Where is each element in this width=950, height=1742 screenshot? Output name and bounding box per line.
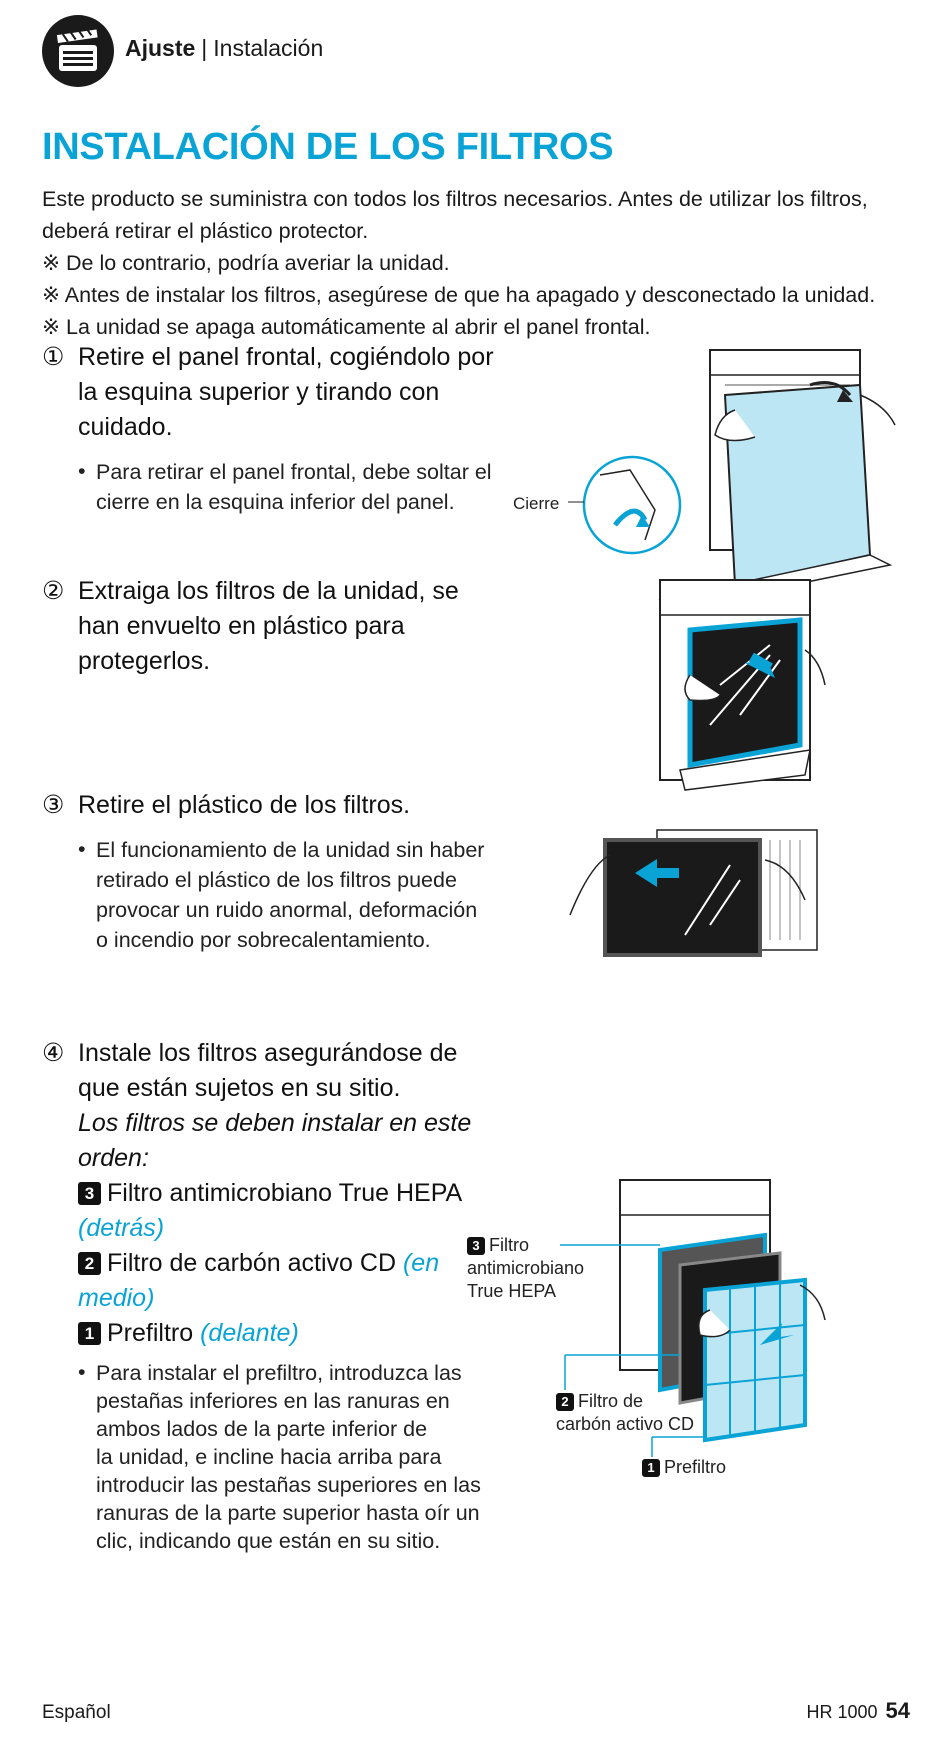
- note-line: ranuras de la parte superior hasta oír un: [96, 1501, 480, 1525]
- note-line: ambos lados de la parte inferior de: [96, 1417, 428, 1441]
- filter-position: (en: [402, 1249, 440, 1277]
- note-line: • El funcionamiento de la unidad sin haber: [96, 838, 485, 862]
- footer-language: Español: [42, 1702, 111, 1723]
- label-line: carbón activo CD: [556, 1414, 695, 1434]
- badge-1: 1: [642, 1459, 660, 1477]
- note-line: cierre en la esquina inferior del panel.: [96, 490, 455, 514]
- illustration-remove-plastic: [565, 825, 830, 965]
- step-3: [42, 788, 562, 955]
- step-1-heading: [78, 340, 562, 445]
- step-number: ①: [42, 343, 65, 371]
- note-line: • Para instalar el prefiltro, introduzca las: [96, 1361, 462, 1385]
- step-4-note: [78, 1359, 482, 1555]
- step-2-heading: [78, 574, 562, 679]
- intro-note: ※ La unidad se apaga automáticamente al abrir el panel frontal.: [42, 315, 651, 339]
- label-hepa-filter: [467, 1234, 584, 1303]
- step-2: [42, 574, 562, 679]
- footer-page-info: [806, 1698, 910, 1724]
- step-line: que están sujetos en su sitio.: [78, 1074, 401, 1102]
- badge-1: 1: [78, 1322, 101, 1345]
- note-line: o incendio por sobrecalentamiento.: [96, 928, 431, 952]
- step-line-italic: orden:: [78, 1144, 149, 1172]
- intro-note: ※ De lo contrario, podría averiar la unidad.: [42, 251, 450, 275]
- label-line: Prefiltro: [664, 1457, 727, 1477]
- filter-name: Prefiltro: [107, 1319, 194, 1347]
- label-line: True HEPA: [467, 1281, 557, 1301]
- note-line: • Para retirar el panel frontal, debe soltar el: [96, 460, 492, 484]
- intro-line: deberá retirar el plástico protector.: [42, 219, 369, 243]
- filter-order-item: [78, 1176, 482, 1211]
- illustration-extract-filters: [650, 575, 850, 805]
- step-4-heading: [78, 1036, 482, 1351]
- label-line: Filtro: [489, 1235, 529, 1255]
- subsection-name: Instalación: [213, 35, 324, 61]
- filter-name: Filtro de carbón activo CD: [107, 1249, 397, 1277]
- step-line: cuidado.: [78, 413, 173, 441]
- filter-position: (delante): [200, 1319, 299, 1347]
- label-line: antimicrobiano: [467, 1258, 585, 1278]
- label-prefilter: [642, 1456, 726, 1479]
- step-line: Retire el plástico de los filtros.: [78, 791, 411, 819]
- label-carbon-filter: [556, 1390, 694, 1436]
- callout-latch: Cierre: [513, 494, 560, 513]
- step-line-italic: Los filtros se deben instalar en este: [78, 1109, 472, 1137]
- step-number: ②: [42, 577, 65, 605]
- step-line: Extraiga los filtros de la unidad, se: [78, 577, 459, 605]
- page-number: 54: [885, 1698, 910, 1723]
- page-title: INSTALACIÓN DE LOS FILTROS: [42, 126, 614, 168]
- intro-note: ※ Antes de instalar los filtros, asegúrese de que ha apagado y desconectado la unidad.: [42, 283, 876, 307]
- filter-position: (detrás): [78, 1214, 165, 1242]
- step-line: han envuelto en plástico para: [78, 612, 405, 640]
- filter-name: Filtro antimicrobiano True HEPA: [107, 1179, 463, 1207]
- note-line: retirado el plástico de los filtros puede: [96, 868, 457, 892]
- step-number: ④: [42, 1039, 65, 1067]
- clapperboard-icon: [42, 15, 114, 87]
- note-line: provocar un ruido anormal, deformación: [96, 898, 478, 922]
- separator: |: [201, 35, 208, 61]
- intro-text: [42, 183, 922, 343]
- step-line: Retire el panel frontal, cogiéndolo por: [78, 343, 494, 371]
- badge-2: 2: [556, 1393, 574, 1411]
- step-4: [42, 1036, 482, 1555]
- note-line: introducir las pestañas superiores en las: [96, 1473, 481, 1497]
- model-name: HR 1000: [806, 1702, 878, 1722]
- note-line: clic, indicando que están en su sitio.: [96, 1529, 441, 1553]
- note-line: pestañas inferiores en las ranuras en: [96, 1389, 450, 1413]
- intro-line: Este producto se suministra con todos los filtros necesarios. Antes de utilizar los filtros,: [42, 187, 868, 211]
- step-number: ③: [42, 791, 65, 819]
- filter-position: medio): [78, 1284, 155, 1312]
- label-line: Filtro de: [578, 1391, 644, 1411]
- filter-order-item: [78, 1246, 482, 1281]
- filter-order-item: [78, 1316, 482, 1351]
- step-1: [42, 340, 562, 517]
- badge-3: 3: [78, 1182, 101, 1205]
- step-line: la esquina superior y tirando con: [78, 378, 440, 406]
- step-line: Instale los filtros asegurándose de: [78, 1039, 458, 1067]
- section-heading: [125, 35, 323, 62]
- step-line: protegerlos.: [78, 647, 211, 675]
- step-3-heading: [78, 788, 562, 823]
- badge-3: 3: [467, 1237, 485, 1255]
- badge-2: 2: [78, 1252, 101, 1275]
- note-line: la unidad, e incline hacia arriba para: [96, 1445, 442, 1469]
- section-name: Ajuste: [125, 35, 196, 61]
- step-3-note: [78, 835, 562, 955]
- step-1-note: [78, 457, 562, 517]
